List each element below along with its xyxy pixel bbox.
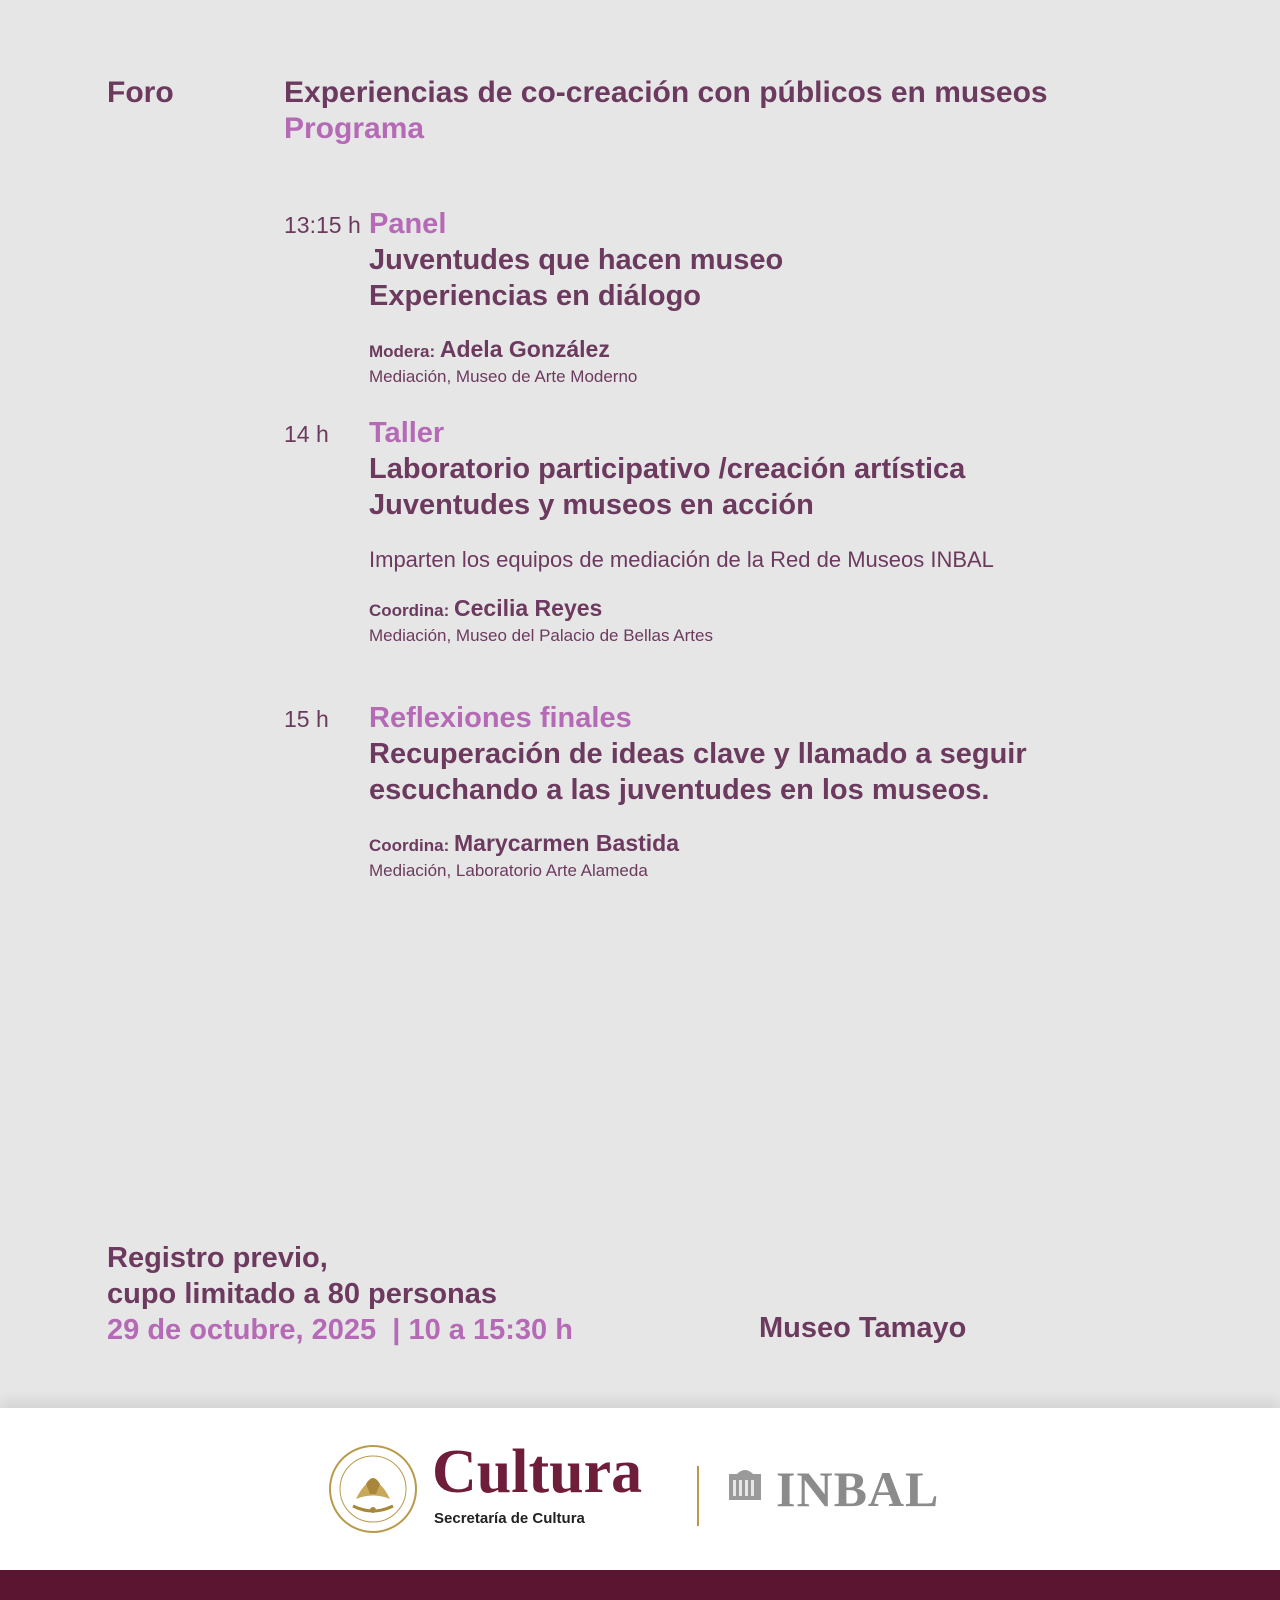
session-title-line: Experiencias en diálogo: [369, 280, 701, 312]
session-time: 15 h: [284, 706, 329, 732]
person-name: Cecilia Reyes: [454, 595, 603, 621]
person-affiliation: Mediación, Museo de Arte Moderno: [369, 367, 638, 386]
venue-name: Museo Tamayo: [759, 1312, 967, 1344]
secretaria-label: Secretaría de Cultura: [434, 1510, 585, 1527]
session-type: Panel: [369, 208, 447, 240]
registration-line: Registro previo,: [107, 1242, 328, 1274]
event-date: 29 de octubre, 2025 | 10 a 15:30 h: [107, 1314, 573, 1346]
session-workshop: [369, 415, 1189, 646]
session-title-line: Laboratorio participativo /creación artística: [369, 453, 966, 485]
bottom-color-bar: [0, 1570, 1280, 1600]
person-affiliation: Mediación, Museo del Palacio de Bellas Artes: [369, 626, 713, 645]
session-type: Reflexiones finales: [369, 702, 632, 734]
registration-info: [107, 1240, 573, 1348]
inbal-logo-text: INBAL: [776, 1461, 940, 1517]
session-title-line: Juventudes que hacen museo: [369, 244, 784, 276]
session-time: 13:15 h: [284, 212, 361, 238]
session-closing: [369, 700, 1189, 881]
mexico-seal-icon: [328, 1444, 418, 1534]
coordinator-row: [369, 830, 1189, 857]
session-panel: [369, 206, 1189, 387]
person-name: Adela González: [439, 336, 610, 362]
capacity-line: cupo limitado a 80 personas: [107, 1278, 497, 1310]
session-type: Taller: [369, 417, 445, 449]
cultura-logo-text: Cultura: [432, 1438, 643, 1506]
session-title-line: Juventudes y museos en acción: [369, 489, 814, 521]
logo-divider: [697, 1466, 699, 1526]
role-label: Modera:: [369, 342, 436, 361]
session-time: 14 h: [284, 421, 329, 447]
session-title-line: escuchando a las juventudes en los museos.: [369, 774, 990, 806]
session-note: Imparten los equipos de mediación de la Red de Museos INBAL: [369, 547, 994, 572]
event-title: Experiencias de co-creación con públicos en museos: [284, 76, 1048, 109]
program-heading: Programa: [284, 112, 425, 145]
moderator-row: [369, 336, 1189, 363]
coordinator-row: [369, 595, 1189, 622]
person-affiliation: Mediación, Laboratorio Arte Alameda: [369, 861, 648, 880]
role-label: Coordina:: [369, 601, 450, 620]
session-title-line: Recuperación de ideas clave y llamado a seguir: [369, 738, 1027, 770]
role-label: Coordina:: [369, 836, 450, 855]
event-type-label: Foro: [107, 76, 174, 109]
inbal-building-icon: [727, 1468, 763, 1504]
person-name: Marycarmen Bastida: [454, 830, 680, 856]
